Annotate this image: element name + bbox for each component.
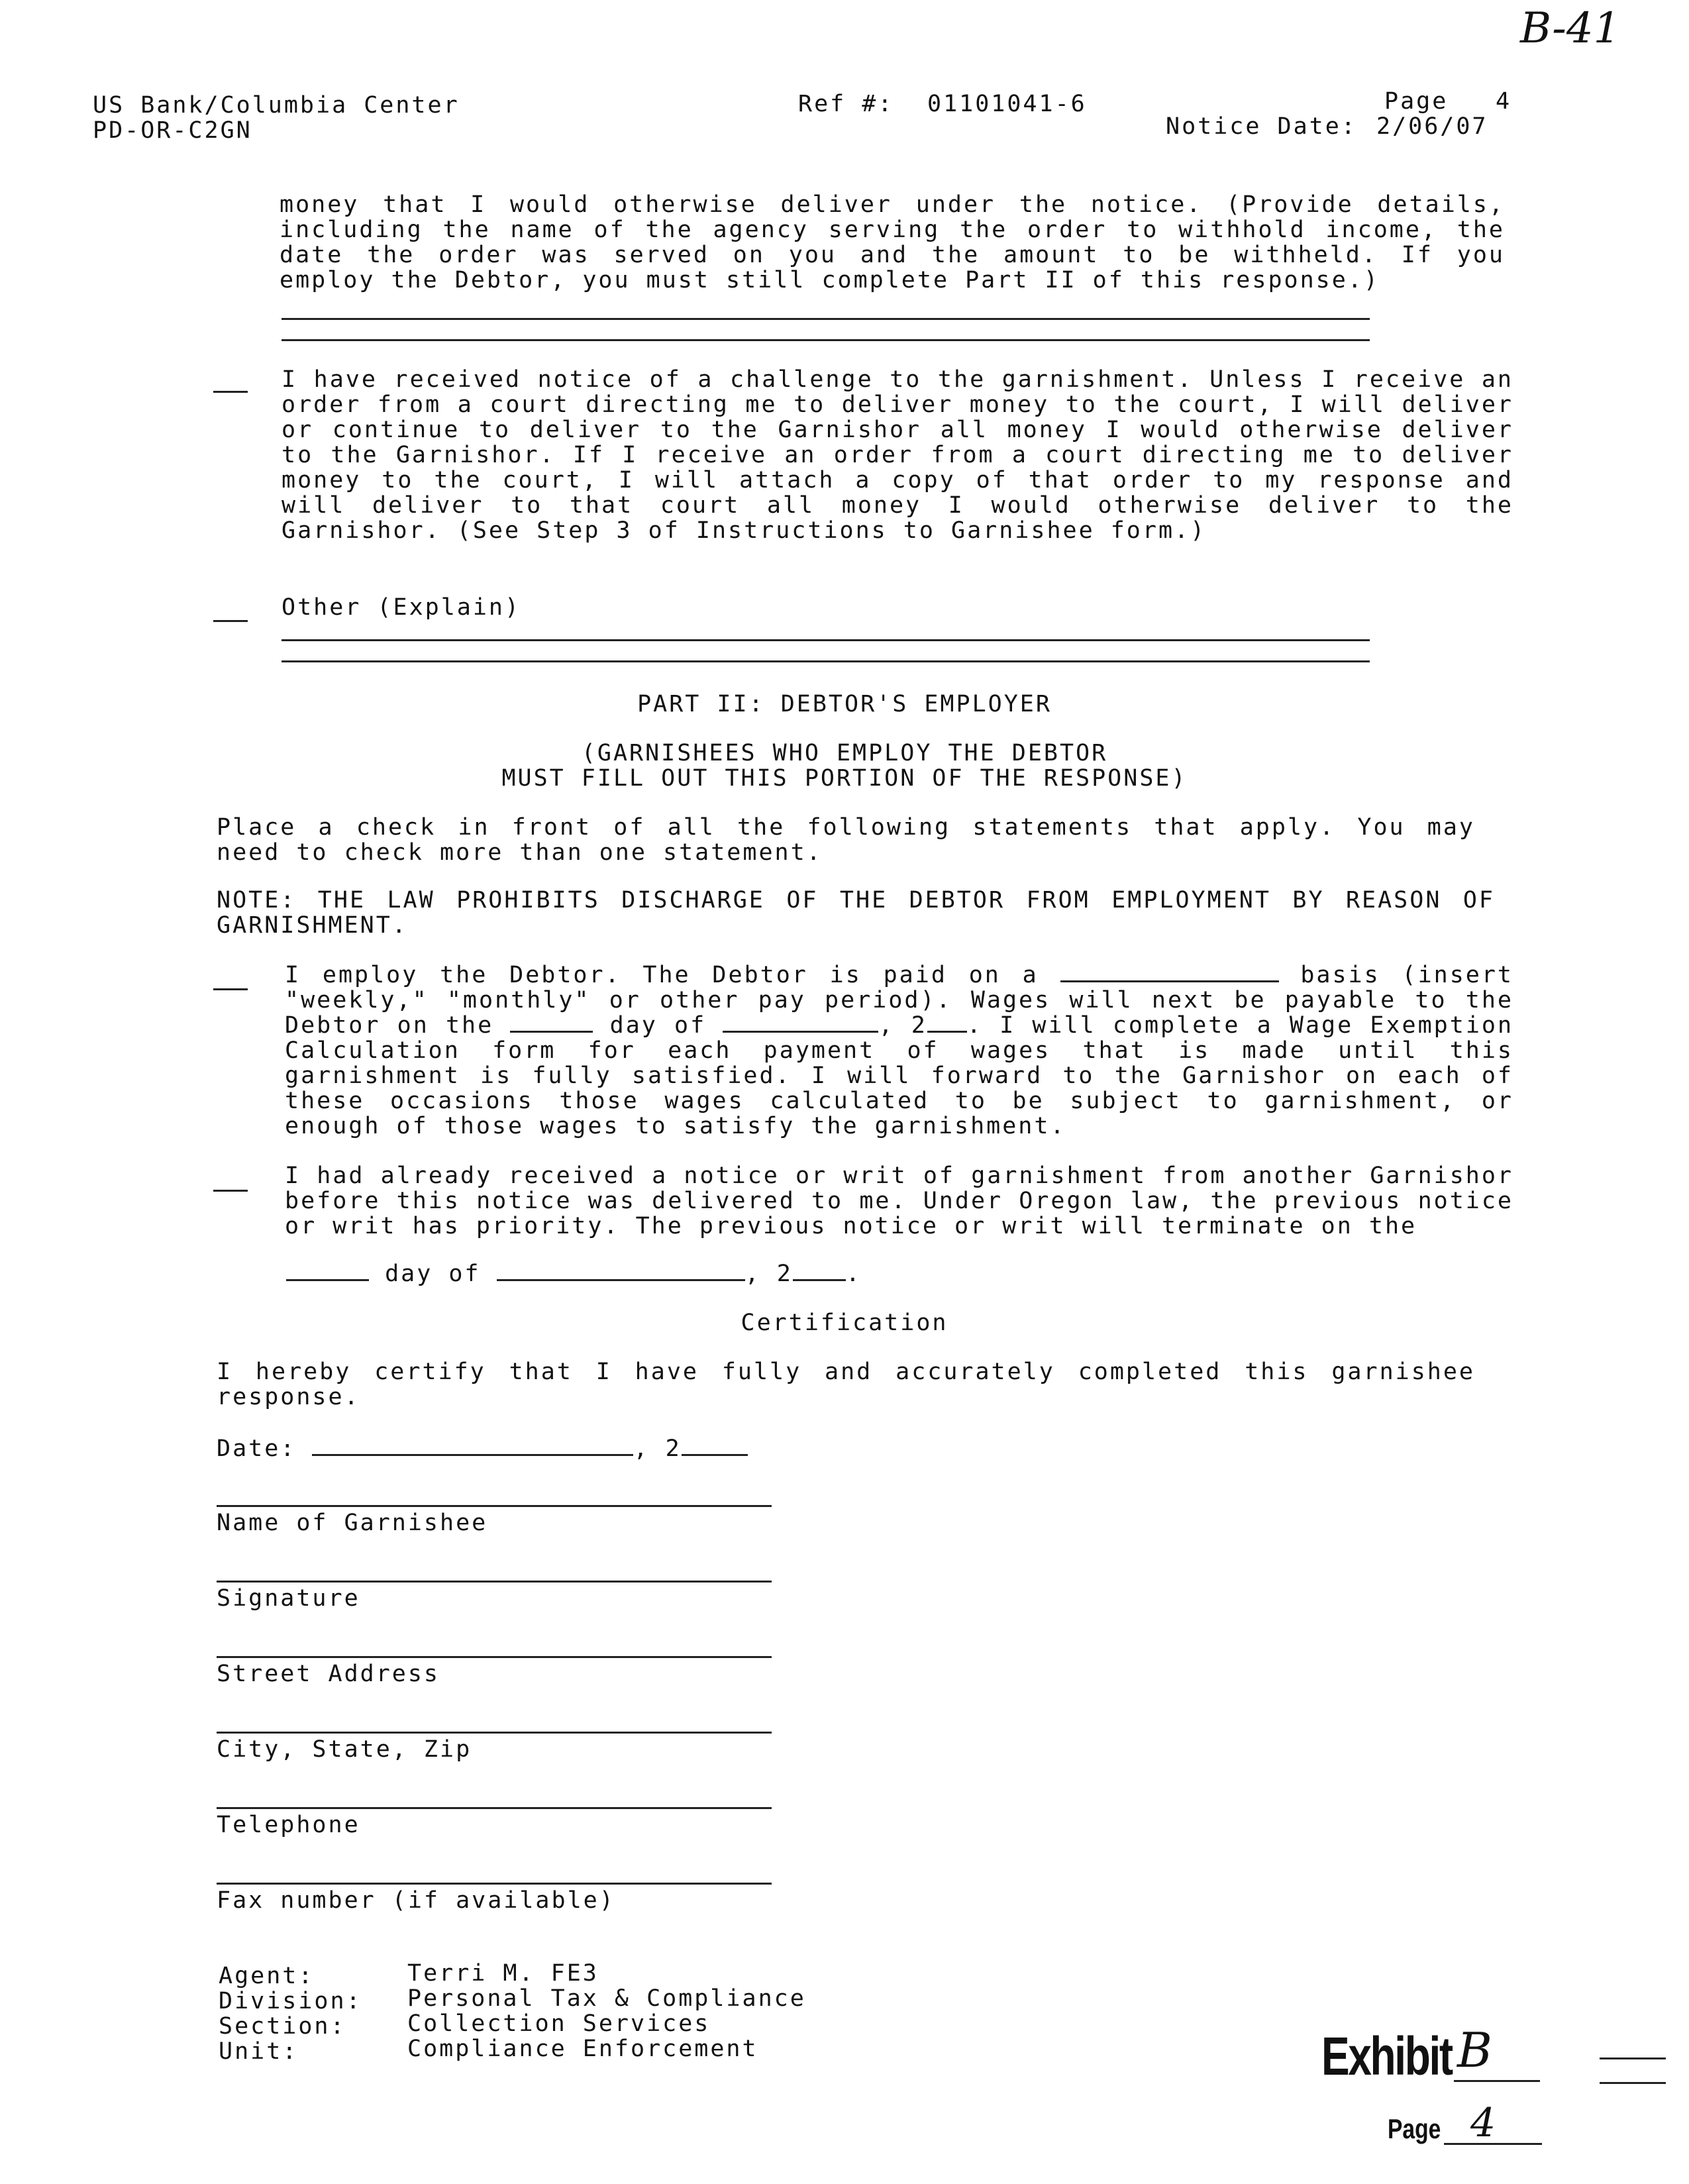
footer-unit-value: Compliance Enforcement (407, 2036, 758, 2062)
footer-agent-label: Agent: (219, 1963, 315, 1989)
check-blank-challenge[interactable] (213, 391, 248, 393)
exhibit-value-line (1454, 2080, 1540, 2082)
date-label: Date: (217, 1435, 297, 1462)
telephone-line[interactable] (217, 1807, 772, 1809)
employ-text-d: , 2 (878, 1012, 927, 1039)
date-year-prefix: , 2 (633, 1435, 682, 1462)
check-blank-prior-writ[interactable] (213, 1190, 248, 1192)
garnishee-name-line[interactable] (217, 1505, 772, 1507)
header-page-number: 4 (1496, 88, 1512, 115)
footer-division-value: Personal Tax & Compliance (407, 1985, 806, 2012)
other-line-2 (282, 660, 1370, 662)
option-challenge-text: I have received notice of a challenge to the garnishment. Unless I receive an order from a court directing me to deliver money to the court, I will deliver or continue to deliver to the Garnishor all money I would otherwise deliver to the Garnishor. If I receive an order from a court directing me to deliver money to the court, I will attach a copy of that order to my response and will deliver to that court all money I would otherwise deliver to the Garnishor. (See Step 3 of Instructions to Garnishee form.) (282, 366, 1513, 544)
employ-text-e: . I will complete a Wage Exemption Calculation form for each payment of wages that is made until this garnishment is fully satisfied. I will forward to the Garnishor on each of these occasions those wages calculated to be subject to garnishment, or enough of those wages to satisfy the garnishment. (285, 1012, 1514, 1139)
option-other-label: Other (Explain) (282, 594, 521, 621)
date-year-blank[interactable] (682, 1437, 748, 1456)
exhibit-side-line-1 (1600, 2057, 1666, 2059)
footer-unit-label: Unit: (219, 2038, 299, 2065)
city-state-zip-line[interactable] (217, 1732, 772, 1734)
continuation-text: money that I would otherwise deliver under the notice. (Provide details, including the name of the agency serving the order to withhold income, the date the order was served on you and the amount to be withheld. If you employ the Debtor, you must still complete Part II of this response.) (280, 191, 1505, 293)
prior-writ-date-line (286, 1261, 862, 1286)
signature-line[interactable] (217, 1581, 772, 1583)
header-notice-date-label: Notice Date: (1166, 113, 1357, 140)
exhibit-page-label: Page (1388, 2113, 1441, 2144)
exhibit-page-value: 4 (1470, 2100, 1496, 2146)
pay-month-blank[interactable] (723, 1014, 878, 1033)
pay-period-blank[interactable] (1060, 963, 1279, 982)
header-org-line2: PD-OR-C2GN (93, 117, 252, 144)
check-blank-employ[interactable] (213, 988, 248, 990)
prior-day-of: day of (385, 1261, 481, 1287)
termination-year-blank[interactable] (793, 1262, 846, 1281)
footer-section-value: Collection Services (407, 2010, 711, 2037)
field-label-street-address: Street Address (217, 1661, 440, 1687)
explain-line-1 (282, 318, 1370, 320)
termination-month-blank[interactable] (497, 1262, 745, 1281)
exhibit-side-line-2 (1600, 2082, 1666, 2084)
employ-text-b: basis (insert "weekly," "monthly" or other pay period). Wages will next be payable to the Debtor on the (285, 962, 1514, 1039)
check-blank-other[interactable] (213, 620, 248, 622)
part2-note: NOTE: THE LAW PROHIBITS DISCHARGE OF THE DEBTOR FROM EMPLOYMENT BY REASON OF GARNISHMENT. (217, 887, 1495, 939)
header-org-line1: US Bank/Columbia Center (93, 92, 460, 119)
field-label-city-state-zip: City, State, Zip (217, 1736, 472, 1763)
employ-text-c: day of (609, 1012, 707, 1039)
exhibit-page-line (1444, 2143, 1542, 2145)
header-page-label: Page (1384, 88, 1449, 115)
footer-section-label: Section: (219, 2013, 346, 2040)
exhibit-stamp-label: Exhibit (1321, 2026, 1452, 2087)
certification-statement: I hereby certify that I have fully and accurately completed this garnishee response. (217, 1359, 1475, 1410)
employ-text-a: I employ the Debtor. The Debtor is paid on a (285, 962, 1039, 988)
date-line (217, 1436, 748, 1461)
footer-division-label: Division: (219, 1988, 362, 2014)
field-label-telephone: Telephone (217, 1812, 360, 1838)
part2-subtitle-line1: (GARNISHEES WHO EMPLOY THE DEBTOR (581, 740, 1108, 766)
header-ref-label: Ref #: (798, 91, 894, 117)
header-ref-number: 01101041-6 (927, 91, 1087, 117)
fax-line[interactable] (217, 1883, 772, 1885)
date-blank[interactable] (312, 1437, 633, 1456)
street-address-line[interactable] (217, 1656, 772, 1658)
other-line-1 (282, 639, 1370, 641)
field-label-signature: Signature (217, 1585, 360, 1612)
header-notice-date: 2/06/07 (1376, 113, 1488, 140)
footer-agent-value: Terri M. FE3 (407, 1960, 599, 1987)
exhibit-stamp-value: B (1457, 2022, 1492, 2078)
termination-day-blank[interactable] (286, 1262, 369, 1281)
pay-year-blank[interactable] (927, 1014, 967, 1033)
part2-title: PART II: DEBTOR'S EMPLOYER (637, 691, 1052, 717)
corner-handwritten-mark: B-41 (1520, 4, 1621, 53)
certification-title: Certification (741, 1310, 948, 1336)
prior-writ-text: I had already received a notice or writ of garnishment from another Garnishor before this notice was delivered to me. Under Oregon law, the previous notice or writ has priority. The previous notice or writ will terminate on the (285, 1163, 1513, 1239)
field-label-garnishee-name: Name of Garnishee (217, 1510, 488, 1536)
pay-day-blank[interactable] (510, 1014, 593, 1033)
part2-subtitle-line2: MUST FILL OUT THIS PORTION OF THE RESPONSE) (501, 765, 1188, 792)
employ-statement (285, 962, 1513, 1139)
prior-year-prefix: , 2 (744, 1261, 793, 1287)
field-label-fax: Fax number (if available) (217, 1887, 615, 1914)
explain-line-2 (282, 339, 1370, 341)
part2-instruction: Place a check in front of all the following statements that apply. You may need to check more than one statement. (217, 814, 1475, 866)
prior-end: . (845, 1261, 862, 1287)
